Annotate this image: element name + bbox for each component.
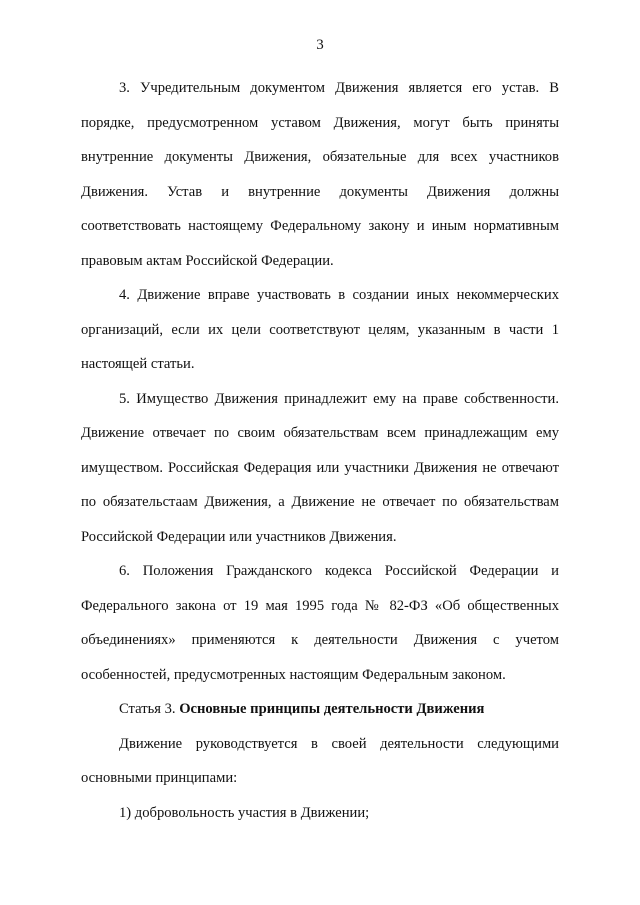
document-body <box>81 71 559 830</box>
paragraph-part-3: 3. Учредительным документом Движения является его устав. В порядке, предусмотренном уставом Движения, могут быть приняты внутренние документы Движения, обязательные для всех участников Движения. Устав и внутренние документы Движения должны соответствовать настоящему Федеральному закону и иным нормативным правовым актам Российской Федерации. <box>81 80 559 269</box>
article-number: Статья 3. <box>119 701 180 717</box>
article-intro: Движение руководствуется в своей деятельности следующими основными принципами: <box>81 735 559 786</box>
paragraph-part-6: 6. Положения Гражданского кодекса Российской Федерации и Федерального закона от 19 мая 1995 года № 82-ФЗ «Об общественных объединениях» применяются к деятельности Движения с учетом особенностей, предусмотренных настоящим Федеральным законом. <box>81 563 559 683</box>
page-number: 3 <box>316 37 324 53</box>
list-item: 1) добровольность участия в Движении; <box>119 804 370 821</box>
article-title: Основные принципы деятельности Движения <box>179 701 485 717</box>
article-heading <box>81 692 559 727</box>
paragraph-part-5: 5. Имущество Движения принадлежит ему на праве собственности. Движение отвечает по своим обязательствам всем принадлежащим ему имуществом. Российская Федерация или участники Движения не отвечают по обязательстаам Движения, а Движение не отвечает по обязательствам Российской Федерации или участников Движения. <box>81 390 559 545</box>
paragraph-part-4: 4. Движение вправе участвовать в создании иных некоммерческих организаций, если их цели соответствуют целям, указанным в части 1 настоящей статьи. <box>81 287 559 372</box>
